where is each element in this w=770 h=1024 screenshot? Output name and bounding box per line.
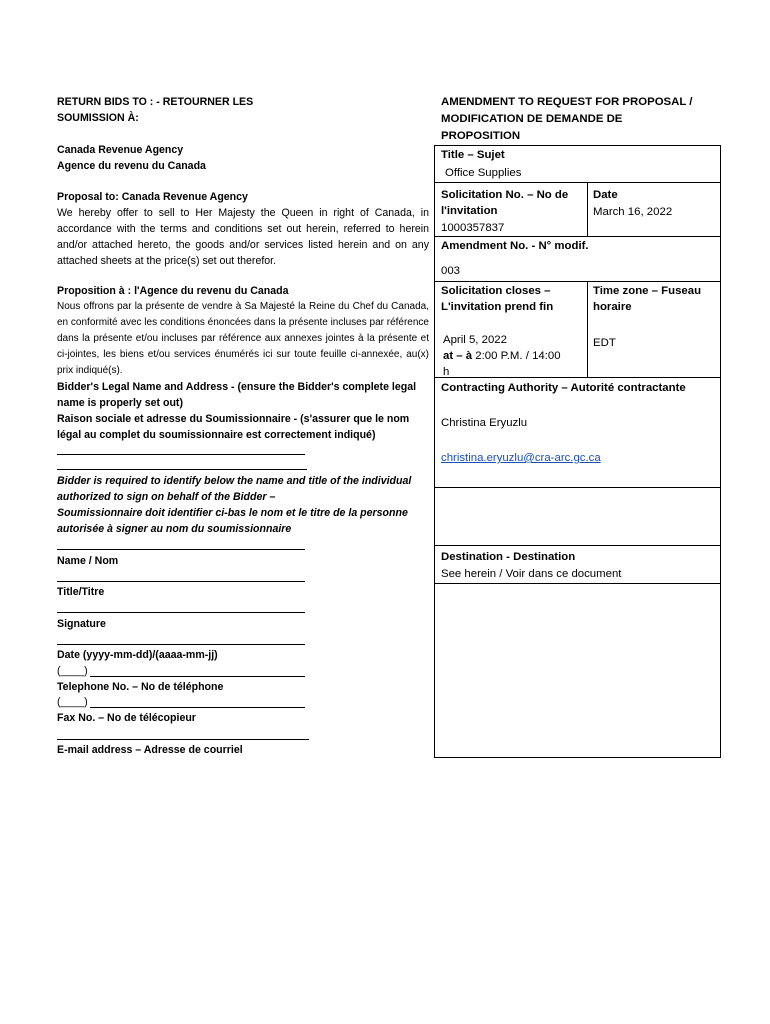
contracting-authority-label: Contracting Authority – Autorité contractante xyxy=(441,382,686,394)
proposal-en xyxy=(57,189,429,269)
divider-amendment xyxy=(434,281,721,282)
timezone-label xyxy=(593,283,718,315)
solicitation-no-value: 1000357837 xyxy=(441,222,505,234)
divider-closing-timezone xyxy=(587,281,588,377)
email-line[interactable] xyxy=(57,739,309,740)
date-line[interactable] xyxy=(57,644,305,645)
telephone-label: Telephone No. – No de téléphone xyxy=(57,681,224,693)
timezone-label-line1: Time zone – Fuseau xyxy=(593,285,702,297)
closing-label-line1: Solicitation closes – xyxy=(441,285,551,297)
divider-destination xyxy=(434,583,721,584)
email-label: E-mail address – Adresse de courriel xyxy=(57,744,243,756)
divider-contracting xyxy=(434,487,721,488)
title-sujet-label: Title – Sujet xyxy=(441,149,505,161)
signature-label: Signature xyxy=(57,618,106,630)
return-bids-line1: RETURN BIDS TO : - RETOURNER LES xyxy=(57,96,254,108)
divider-title xyxy=(434,182,721,183)
fax-label: Fax No. – No de télécopieur xyxy=(57,712,196,724)
contracting-authority-email xyxy=(441,450,601,466)
bidder-line-1[interactable] xyxy=(57,454,305,455)
telephone-line[interactable] xyxy=(90,676,305,677)
bidder-identify-fr: Soumissionnaire doit identifier ci-bas le nom et le titre de la personne autorisée à signer au nom du soumissionnaire xyxy=(57,507,408,535)
closing-label-line2: L'invitation prend fin xyxy=(441,301,554,313)
title-label: Title/Titre xyxy=(57,586,105,598)
signature-line[interactable] xyxy=(57,612,305,613)
amendment-title-line3: PROPOSITION xyxy=(441,130,521,142)
agency-name-fr: Agence du revenu du Canada xyxy=(57,160,206,172)
proposal-fr xyxy=(57,283,429,379)
divider-solicitation-date xyxy=(587,182,588,236)
title-sujet-value: Office Supplies xyxy=(445,167,522,179)
closing-time xyxy=(443,348,586,364)
date-value: March 16, 2022 xyxy=(593,206,673,218)
divider-solicitation xyxy=(434,236,721,237)
contracting-email-link[interactable]: christina.eryuzlu@cra-arc.gc.ca xyxy=(441,452,601,464)
return-bids-line2: SOUMISSION À: xyxy=(57,112,139,124)
amendment-no-value: 003 xyxy=(441,265,461,277)
proposal-en-heading: Proposal to: Canada Revenue Agency xyxy=(57,191,248,203)
solicitation-no-label-line1: Solicitation No. – No de xyxy=(441,189,569,201)
agency-name-en: Canada Revenue Agency xyxy=(57,144,184,156)
amendment-title xyxy=(441,94,741,145)
closing-time-value: 2:00 P.M. / 14:00 xyxy=(472,350,561,362)
closing-label xyxy=(441,283,586,315)
return-address xyxy=(57,142,429,174)
bidder-legal-name-en: Bidder's Legal Name and Address - (ensure the Bidder's complete legal name is properly set out) xyxy=(57,381,417,409)
divider-blank xyxy=(434,545,721,546)
contracting-authority-name: Christina Eryuzlu xyxy=(441,417,528,429)
closing-date: April 5, 2022 xyxy=(443,334,507,346)
solicitation-no-label-line2: l'invitation xyxy=(441,205,498,217)
destination-label: Destination - Destination xyxy=(441,551,576,563)
fax-line[interactable] xyxy=(90,707,305,708)
name-line[interactable] xyxy=(57,549,305,550)
amendment-title-line1: AMENDMENT TO REQUEST FOR PROPOSAL / xyxy=(441,96,693,108)
title-line[interactable] xyxy=(57,581,305,582)
timezone-value: EDT xyxy=(593,337,616,349)
closing-time-prefix: at – à xyxy=(443,350,473,362)
return-bids-heading xyxy=(57,94,429,126)
bidder-identify-en: Bidder is required to identify below the name and title of the individual authorized to sign on behalf of the Bidder – xyxy=(57,475,412,503)
proposal-en-body: We hereby offer to sell to Her Majesty the Queen in right of Canada, in accordance with the terms and conditions set out herein, referred to herein and/or attached hereto, the goods and/or services listed herein and on any attached sheets at the price(s) set out therefor. xyxy=(57,207,429,267)
closing-time-suffix: h xyxy=(443,366,450,378)
proposal-fr-body: Nous offrons par la présente de vendre à Sa Majesté la Reine du Chef du Canada, en conformité avec les conditions énoncées dans la présente incluses par référence dans la présente et/ou incluses par référence aux annexes jointes à la présente et ci-jointes, les biens et/ou services énumérés ici sur toute feuille ci-annexée, au(x) prix indiqué(s). xyxy=(57,301,429,376)
bidder-legal-name-fr: Raison sociale et adresse du Soumissionnaire - (s'assurer que le nom légal au complet du soumissionnaire est correctement indiqué) xyxy=(57,413,410,441)
bidder-identify xyxy=(57,473,429,537)
solicitation-no-label xyxy=(441,187,586,219)
fax-area-code: (____) xyxy=(57,696,88,708)
amendment-no-label: Amendment No. - N° modif. xyxy=(441,240,589,252)
amendment-title-line2: MODIFICATION DE DEMANDE DE xyxy=(441,113,623,125)
bidder-legal-name xyxy=(57,379,429,443)
date-label-right: Date xyxy=(593,189,618,201)
telephone-area-code: (____) xyxy=(57,665,88,677)
proposal-fr-heading: Proposition à : l'Agence du revenu du Canada xyxy=(57,285,289,297)
bidder-line-2[interactable] xyxy=(57,469,307,470)
date-label: Date (yyyy-mm-dd)/(aaaa-mm-jj) xyxy=(57,649,218,661)
name-label: Name / Nom xyxy=(57,555,119,567)
destination-value: See herein / Voir dans ce document xyxy=(441,568,622,580)
closing-datetime xyxy=(443,332,586,380)
timezone-label-line2: horaire xyxy=(593,301,632,313)
